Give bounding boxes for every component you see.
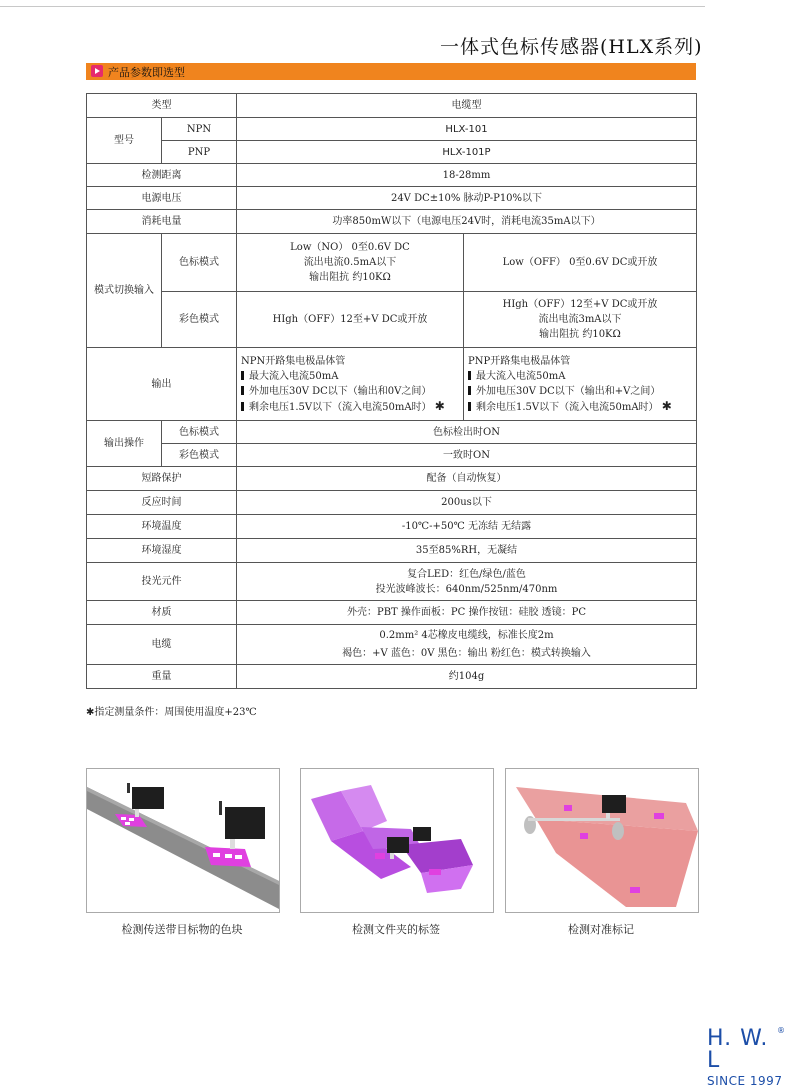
star-mark: ✱	[434, 398, 445, 413]
table-row	[87, 467, 697, 491]
table-row	[87, 515, 697, 539]
npn-model: HLX-101	[237, 118, 697, 141]
spec-table	[86, 93, 697, 689]
emitter-label: 投光元件	[87, 563, 237, 601]
emitter-line-2: 投光波峰波长：640nm/525nm/470nm	[375, 583, 558, 595]
op-label: 输出操作	[87, 421, 162, 467]
response-label: 反应时间	[87, 491, 237, 515]
emitter-line-1: 复合LED：红色/绿色/蓝色	[407, 568, 526, 580]
table-row	[87, 234, 697, 292]
npn-output	[237, 348, 464, 421]
humidity-value: 35至85%RH，无凝结	[237, 539, 697, 563]
mark-mode-left	[237, 234, 464, 292]
short-value: 配备（自动恢复）	[237, 467, 697, 491]
npn-output-title: NPN开路集电极晶体管	[241, 355, 346, 367]
distance-value: 18-28mm	[237, 164, 697, 187]
mark-line-2: 流出电流0.5mA以下	[303, 257, 397, 268]
caption-registration: 检测对准标记	[568, 923, 634, 936]
pnp-output-item: 剩余电压1.5V以下（流入电流50mA时） ✱	[468, 399, 694, 415]
response-value: 200us以下	[237, 491, 697, 515]
pnp-output-item: 最大流入电流50mA	[468, 369, 694, 384]
table-row	[87, 601, 697, 625]
logo-name: H. W. L	[707, 1026, 769, 1073]
npn-output-item: 外加电压30V DC以下（输出和0V之间）	[241, 384, 461, 399]
top-rule	[0, 6, 705, 7]
mode-label: 模式切换输入	[87, 234, 162, 348]
section-title: 产品参数即选型	[108, 66, 185, 79]
short-label: 短路保护	[87, 467, 237, 491]
table-row	[87, 539, 697, 563]
table-row	[87, 94, 697, 118]
pnp-model: HLX-101P	[237, 141, 697, 164]
type-value: 电缆型	[237, 94, 697, 118]
npn-label: NPN	[162, 118, 237, 141]
pnp-output-title: PNP开路集电极晶体管	[468, 355, 571, 367]
pnp-label: PNP	[162, 141, 237, 164]
footnote: ✱指定测量条件：周围使用温度+23℃	[86, 707, 257, 718]
weight-label: 重量	[87, 665, 237, 689]
color-mode-left: HIgh（OFF）12至+V DC或开放	[237, 292, 464, 348]
registration-illustration	[505, 768, 699, 913]
mark-mode-right: Low（OFF） 0至0.6V DC或开放	[464, 234, 697, 292]
type-label: 类型	[87, 94, 237, 118]
table-row	[87, 665, 697, 689]
power-value: 功率850mW以下（电源电压24V时，消耗电流35mA以下）	[237, 210, 697, 234]
op-mark-value: 色标检出时ON	[237, 421, 697, 444]
table-row	[87, 141, 697, 164]
table-row	[87, 625, 697, 665]
humidity-label: 环境湿度	[87, 539, 237, 563]
cable-line-2: 褐色：+V 蓝色：0V 黑色：输出 粉红色：模式转换输入	[342, 647, 591, 659]
color-line-2: 流出电流3mA以下	[538, 314, 622, 325]
color-mode-label: 彩色模式	[162, 292, 237, 348]
mark-line-1: Low（NO） 0至0.6V DC	[290, 242, 410, 253]
page-title: 一体式色标传感器(HLX系列)	[440, 36, 703, 58]
op-color-value: 一致时ON	[237, 444, 697, 467]
color-line-1: HIgh（OFF）12至+V DC或开放	[502, 299, 658, 310]
material-label: 材质	[87, 601, 237, 625]
cable-label: 电缆	[87, 625, 237, 665]
color-line-3: 输出阻抗 约10KΩ	[539, 329, 621, 340]
distance-label: 检测距离	[87, 164, 237, 187]
table-row	[87, 348, 697, 421]
color-mode-right	[464, 292, 697, 348]
op-color-label: 彩色模式	[162, 444, 237, 467]
caption-folder: 检测文件夹的标签	[352, 923, 440, 936]
mark-mode-label: 色标模式	[162, 234, 237, 292]
emitter-value	[237, 563, 697, 601]
star-mark: ✱	[661, 398, 672, 413]
table-row	[87, 444, 697, 467]
pnp-output	[464, 348, 697, 421]
weight-value: 约104g	[237, 665, 697, 689]
voltage-value: 24V DC±10% 脉动P-P10%以下	[237, 187, 697, 210]
caption-conveyor: 检测传送带目标物的色块	[121, 923, 243, 936]
table-row	[87, 292, 697, 348]
cable-value	[237, 625, 697, 665]
temp-value: -10℃-+50℃ 无冻结 无结露	[237, 515, 697, 539]
npn-output-item: 剩余电压1.5V以下（流入电流50mA时） ✱	[241, 399, 461, 415]
folder-illustration	[300, 768, 494, 913]
model-label: 型号	[87, 118, 162, 164]
pnp-output-item: 外加电压30V DC以下（输出和+V之间）	[468, 384, 694, 399]
table-row	[87, 210, 697, 234]
voltage-label: 电源电压	[87, 187, 237, 210]
table-row	[87, 187, 697, 210]
material-value: 外壳：PBT 操作面板：PC 操作按钮：硅胶 透镜：PC	[237, 601, 697, 625]
hwl-logo	[707, 1028, 787, 1088]
table-row	[87, 563, 697, 601]
npn-output-item: 最大流入电流50mA	[241, 369, 461, 384]
cable-line-1: 0.2mm² 4芯橡皮电缆线，标准长度2m	[379, 629, 554, 641]
logo-registered: ®	[777, 1026, 785, 1035]
mark-line-3: 输出阻抗 约10KΩ	[309, 272, 391, 283]
temp-label: 环境温度	[87, 515, 237, 539]
table-row	[87, 118, 697, 141]
logo-since: SINCE 1997	[707, 1074, 783, 1088]
table-row	[87, 164, 697, 187]
power-label: 消耗电量	[87, 210, 237, 234]
output-label: 输出	[87, 348, 237, 421]
table-row	[87, 421, 697, 444]
op-mark-label: 色标模式	[162, 421, 237, 444]
table-row	[87, 491, 697, 515]
play-icon	[91, 65, 103, 77]
conveyor-illustration	[86, 768, 280, 913]
